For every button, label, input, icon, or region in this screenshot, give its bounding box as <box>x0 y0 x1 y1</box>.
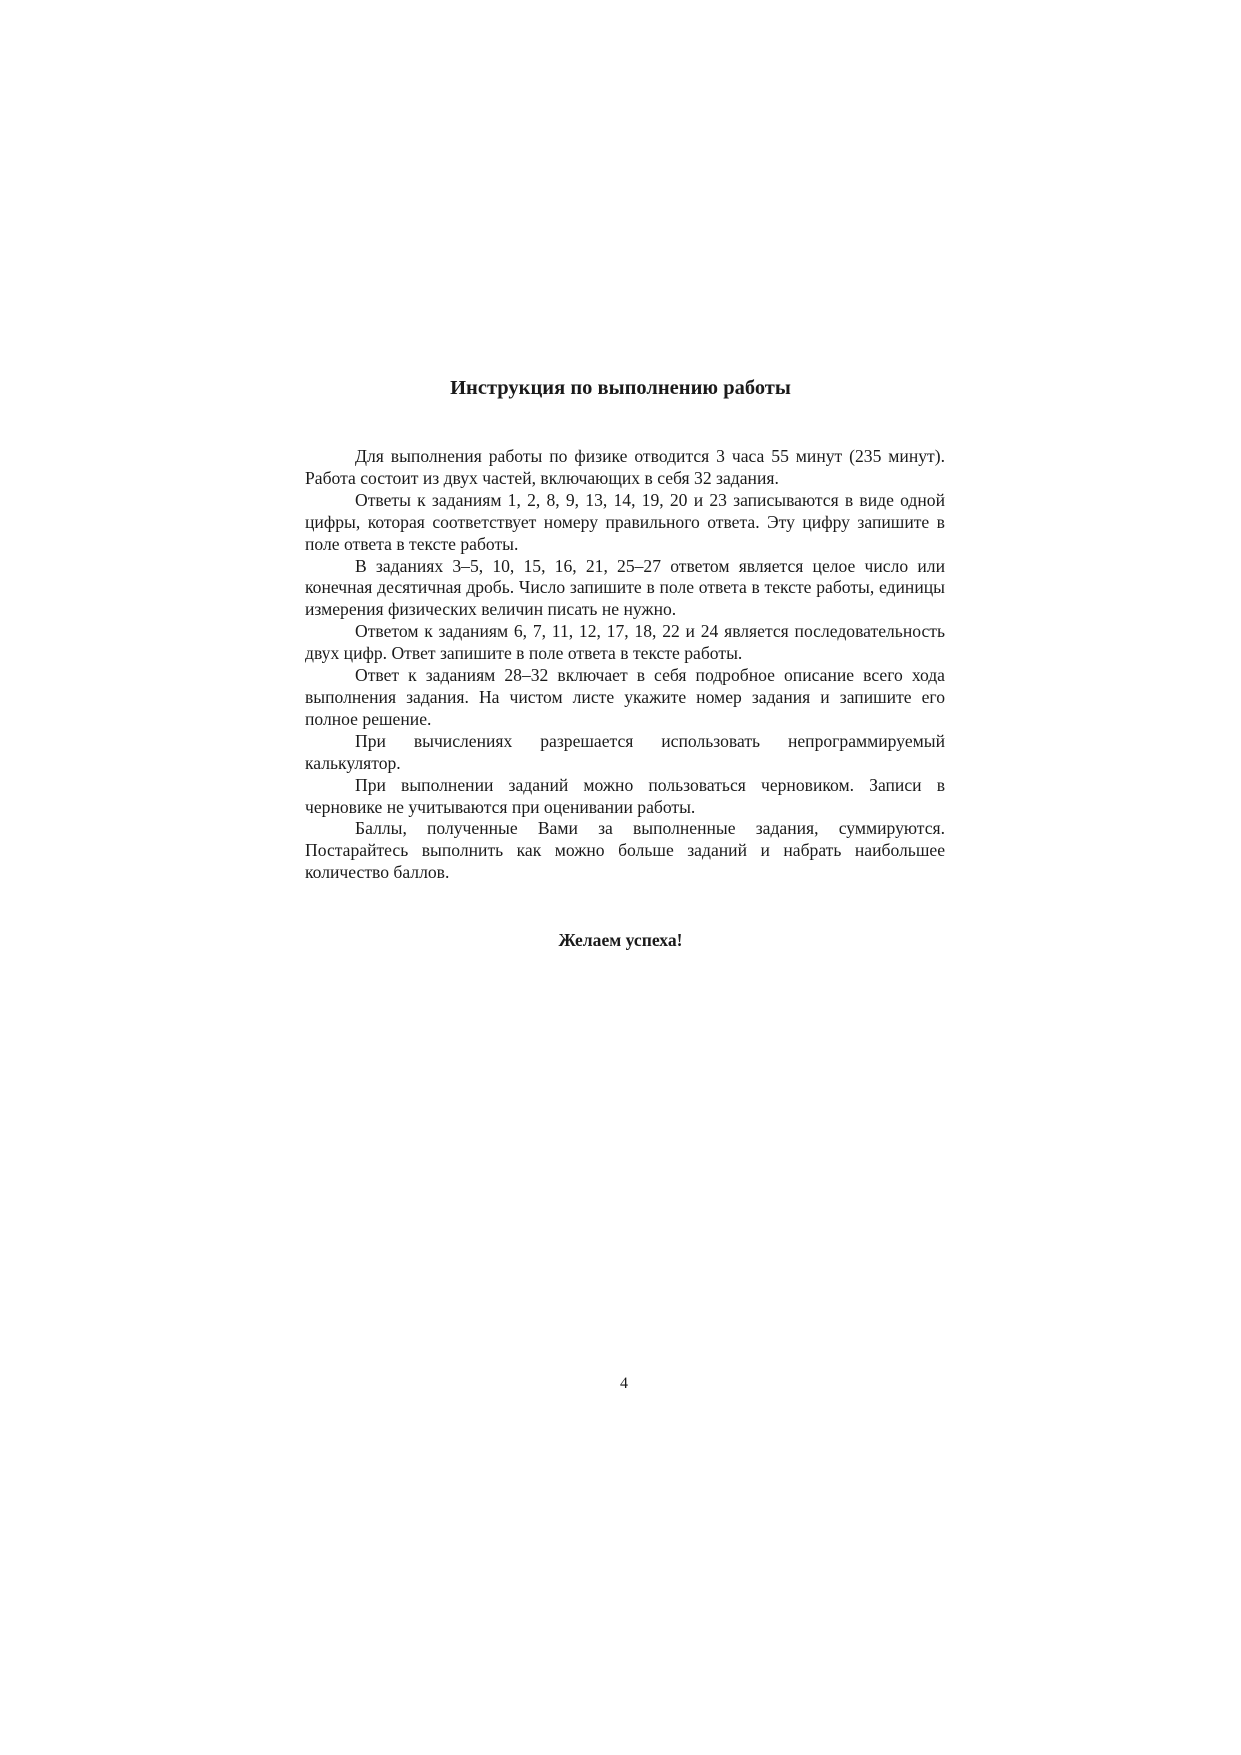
paragraph-detailed-answers: Ответ к заданиям 28–32 включает в себя подробное описание всего хода выполнения задания. На чистом листе укажите номер задания и запишите его полное решение. <box>305 665 945 729</box>
paragraph-calculator: При вычислениях разрешается использовать непрограммируемый калькулятор. <box>305 730 945 773</box>
paragraph-scoring: Баллы, полученные Вами за выполненные задания, суммируются. Постарайтесь выполнить как можно больше заданий и набрать наибольшее количество баллов. <box>305 818 945 883</box>
paragraph-duration: Для выполнения работы по физике отводится 3 часа 55 минут (235 минут). Работа состоит из двух частей, включающих в себя 32 задания. <box>305 446 945 488</box>
paragraph-number-answers: В заданиях 3–5, 10, 15, 16, 21, 25–27 ответом является целое число или конечная десятичная дробь. Число запишите в поле ответа в тексте работы, единицы измерения физических величин писать не нужно. <box>305 555 945 620</box>
paragraph-draft: При выполнении заданий можно пользоваться черновиком. Записи в черновике не учитываются при оценивании работы. <box>305 774 945 817</box>
paragraph-sequence-answers: Ответом к заданиям 6, 7, 11, 12, 17, 18, 22 и 24 является последовательность двух цифр. Ответ запишите в поле ответа в тексте работы. <box>305 621 945 664</box>
paragraph-single-digit-answers: Ответы к заданиям 1, 2, 8, 9, 13, 14, 19, 20 и 23 записываются в виде одной цифры, которая соответствует номеру правильного ответа. Эту цифру запишите в поле ответа в тексте работы. <box>305 489 945 554</box>
instructions-body <box>305 446 945 884</box>
closing-wish: Желаем успеха! <box>558 930 683 950</box>
page-number: 4 <box>620 1375 628 1392</box>
page-title: Инструкция по выполнению работы <box>450 377 791 399</box>
